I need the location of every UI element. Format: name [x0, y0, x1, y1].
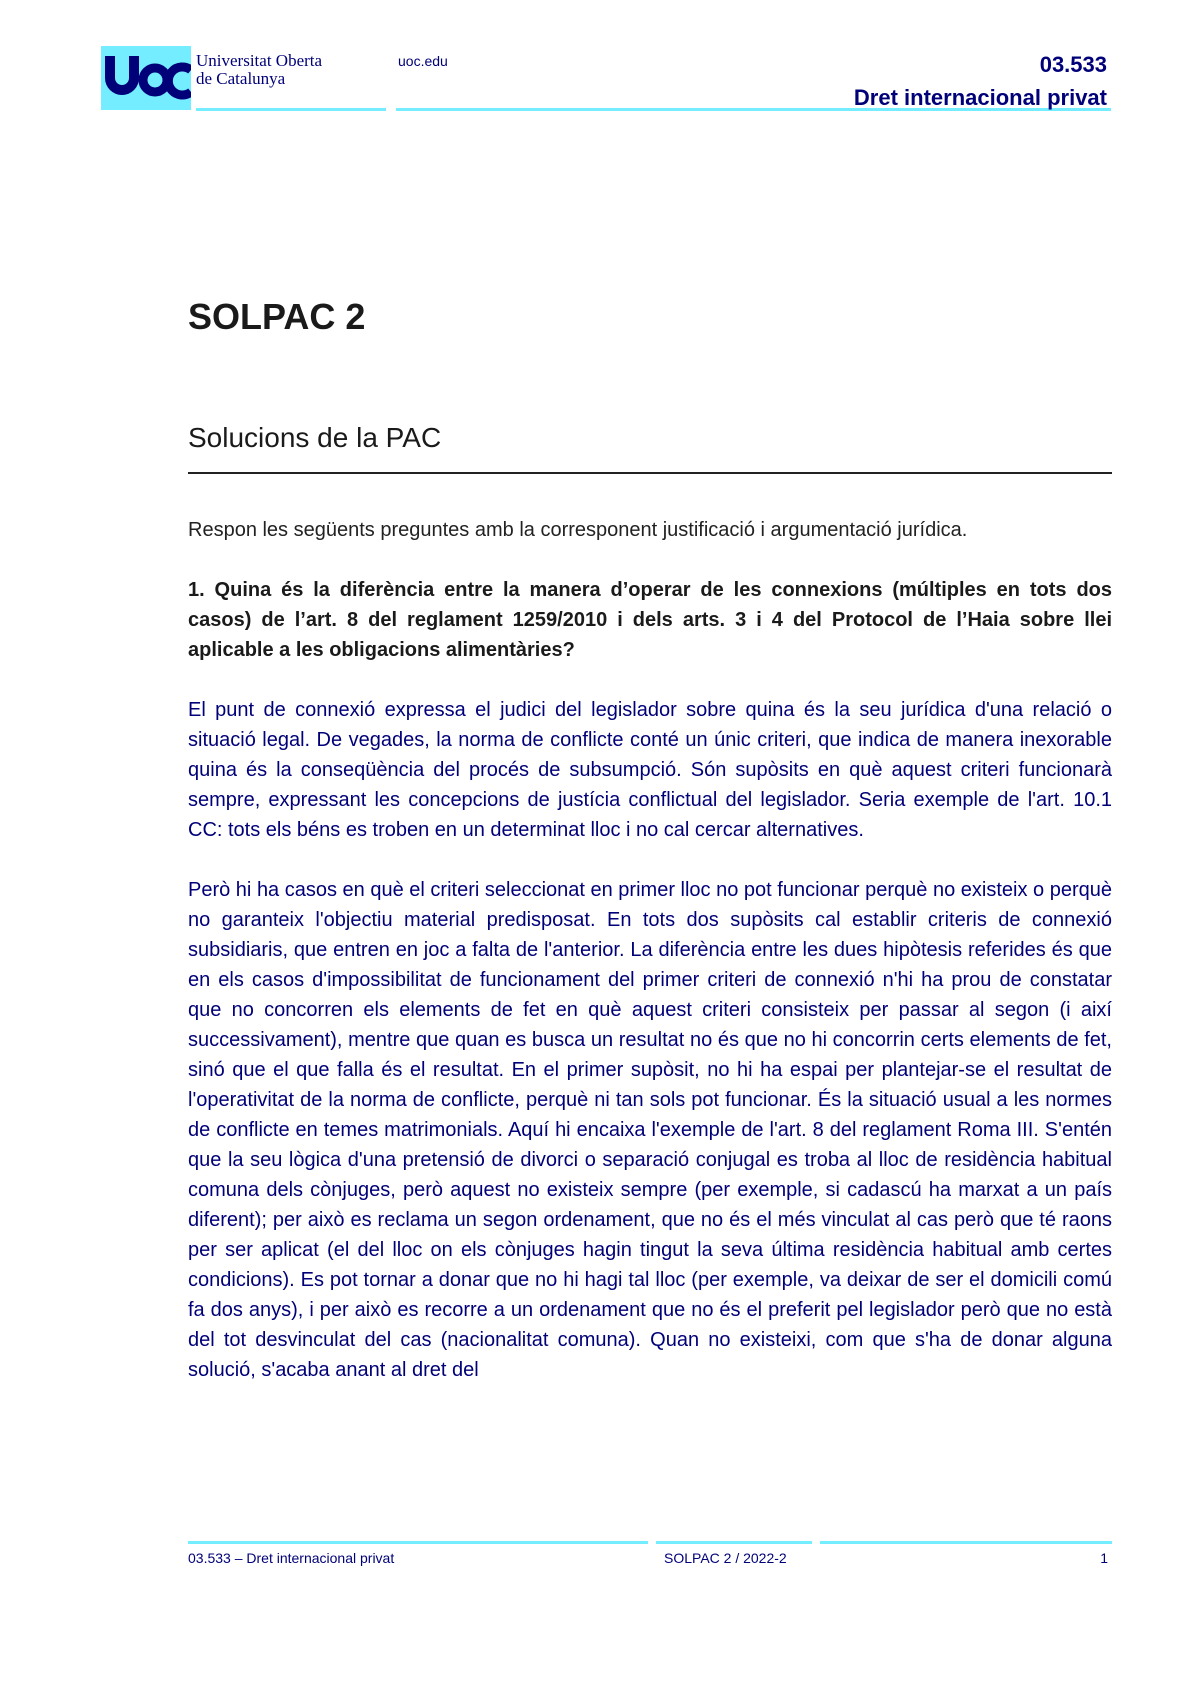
- document-subtitle: Solucions de la PAC: [188, 422, 442, 453]
- question-1: 1. Quina és la diferència entre la manera d’operar de les connexions (múltiples en tots dos casos) de l’art. 8 del reglament 1259/2010 i dels arts. 3 i 4 del Protocol de l’Haia sobre llei aplicable a les obligacions alimentàries?: [188, 579, 1112, 661]
- document-body: [188, 515, 1112, 1385]
- instruction-text: Respon les següents preguntes amb la corresponent justificació i argumentació jurídica.: [188, 519, 968, 541]
- footer-divider-center: [656, 1541, 812, 1544]
- university-name: [196, 52, 322, 88]
- footer-divider-left: [188, 1541, 648, 1544]
- answer-paragraph: El punt de connexió expressa el judici del legislador sobre quina és la seu jurídica d'una relació o situació legal. De vegades, la norma de conflicte conté un únic criteri, que indica de manera inexorable quina és la conseqüència del procés de subsumpció. Són supòsits en què aquest criteri funcionarà sempre, expressant les concepcions de justícia conflictual del legislador. Seria exemple de l'art. 10.1 CC: tots els béns es troben en un determinat lloc i no cal cercar alternatives.: [188, 699, 1112, 841]
- footer-divider-right: [820, 1541, 1112, 1544]
- university-name-line-2: de Catalunya: [196, 69, 286, 88]
- course-name: Dret internacional privat: [853, 85, 1107, 110]
- website-link[interactable]: uoc.edu: [398, 53, 448, 69]
- title-divider: [188, 472, 1112, 474]
- uoc-logo-icon: [101, 46, 191, 110]
- header-divider-left: [196, 108, 386, 111]
- footer-document-id: SOLPAC 2 / 2022-2: [664, 1550, 787, 1566]
- footer-course: 03.533 – Dret internacional privat: [188, 1550, 395, 1566]
- course-code: 03.533: [1039, 52, 1107, 77]
- answer-paragraph: Però hi ha casos en què el criteri seleccionat en primer lloc no pot funcionar perquè no existeix o perquè no garanteix l'objectiu material predisposat. En tots dos supòsits cal establir criteris de connexió subsidiaris, que entren en joc a falta de l'anterior. La diferència entre les dues hipòtesis referides és que en els casos d'impossibilitat de funcionament del primer criteri de connexió n'hi ha prou de constatar que no concorren els elements de fet en què aquest criteri consisteix per passar al segon (i així successivament), mentre que quan es busca un resultat no és que no hi concorrin certs elements de fet, sinó que el que falla és el resultat. En el primer supòsit, no hi ha espai per plantejar-se el resultat de l'operativitat de la norma de conflicte, perquè ni tan sols pot funcionar. És la situació usual a les normes de conflicte en temes matrimonials. Aquí hi encaixa l'exemple de l'art. 8 del reglament Roma III. S'entén que la seu lògica d'una pretensió de divorci o separació conjugal es troba al lloc de residència habitual comuna dels cònjuges, però aquest no existeix sempre (per exemple, si cadascú ha marxat a un país diferent); per això es reclama un segon ordenament, que no és el més vinculat al cas però que té raons per ser aplicat (el del lloc on els cònjuges hagin tingut la seva última residència habitual amb certes condicions). Es pot tornar a donar que no hi hagi tal lloc (per exemple, va deixar de ser el domicili comú fa dos anys), i per això es recorre a un ordenament que no és el preferit pel legislador però que no està del tot desvinculat del cas (nacionalitat comuna). Quan no existeixi, com que s'ha de donar alguna solució, s'acaba anant al dret del: [188, 879, 1112, 1381]
- document-title: SOLPAC 2: [188, 296, 366, 337]
- page-number: 1: [1100, 1550, 1108, 1566]
- university-name-line-1: Universitat Oberta: [196, 51, 323, 70]
